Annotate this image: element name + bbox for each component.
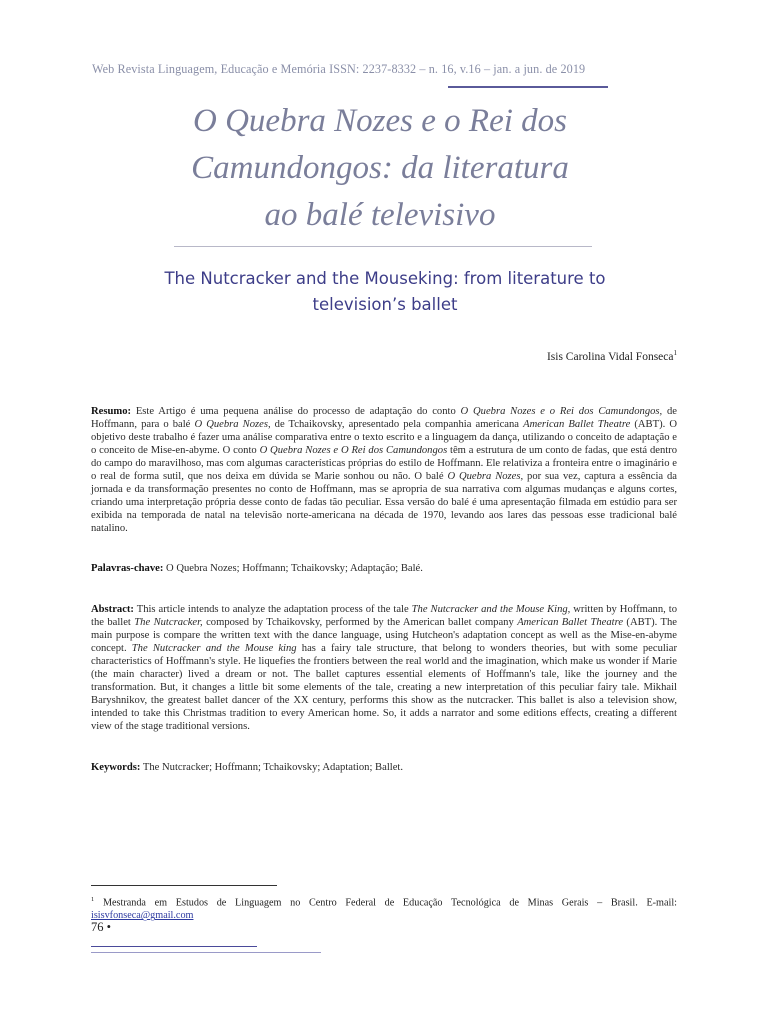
abstract-label: Abstract: [91, 604, 134, 615]
resumo-text: têm a estrutura de um conto de fadas, que está dentro do campo do maravilhoso, mas com algumas características próprias do estilo de Hoffmann. Ele relativiza a fronteira entre o imaginário e o real de forma sutil, que nos deixa em dúvida se Marie sonhou ou não. O balé [91, 444, 678, 482]
resumo-text: de Tchaikovsky, apresentado pela companhia americana [270, 418, 524, 430]
resumo-italic: O Quebra Nozes e o Rei dos Camundongos, [460, 406, 663, 417]
title-english [120, 266, 650, 318]
resumo-text: por sua vez, captura a essência da jornada e da transformação presentes no conto de Hoffmann, mas se apropria de sua narrativa com algumas mudanças e alguns cortes, criando uma interpretação própria desse conto de fadas tão peculiar. Essa versão do balé é uma apresentação filmada em estúdio para ser exibida na temporada de natal na televisão norte-americana na década de 1970, levando aos lares das pessoas esse tradicional balé natalino. [91, 470, 677, 534]
abstract-italic: The Nutcracker and the Mouse king [131, 642, 297, 654]
author [547, 349, 677, 363]
footnote-mark: 1 [91, 896, 95, 903]
author-email-link[interactable]: isisvfonseca@gmail.com [91, 910, 194, 922]
resumo-label: Resumo: [91, 406, 132, 417]
abstract-text: composed by Tchaikovsky, performed by the American ballet company [202, 616, 518, 628]
resumo-italic: American Ballet Theatre [523, 418, 631, 430]
resumo-text: de Hoffmann, para o balé [91, 406, 677, 430]
title-pt-line-2: Camundongos: da literatura [191, 150, 569, 186]
title-divider [174, 246, 592, 247]
resumo-text: Este Artigo é uma pequena análise do processo de adaptação do conto [131, 406, 461, 417]
palavras-chave-label: Palavras-chave: [91, 563, 164, 574]
keywords-paragraph [91, 762, 677, 775]
resumo-italic: O Quebra Nozes e O Rei dos Camundongos [259, 444, 448, 456]
footnote-rule [91, 885, 277, 886]
abstract-italic: The Nutcracker, [134, 616, 203, 628]
footnote [91, 893, 677, 922]
bottom-rule-dark [91, 946, 257, 947]
page-number: 76 • [91, 920, 112, 934]
keywords-text: The Nutcracker; Hoffmann; Tchaikovsky; Adaptation; Ballet. [140, 762, 404, 773]
resumo-paragraph [91, 406, 677, 536]
abstract-text: has a fairy tale structure, that belong to wonders theories, but with some peculiar characteristics of Hoffmann's style. He liquefies the frontiers between the real world and the imagination, which make us wonder if Marie (the main character) lived a dream or not. The ballet captures essential elements of Hoffmann's tale, like the journey and the transformation. But, it changes a little bit some elements of the tale, creating a new interpretation of this peculiar fairy tale. Mikhail Baryshnikov, the greatest ballet dancer of the XX century, performs this show as the nutcracker. This ballet is also a television show, intended to take this Christmas tradition to every American home. So, it adds a narrator and some editions effects, creating a different view of the stage traditional versions. [91, 642, 677, 732]
abstract-paragraph [91, 604, 677, 734]
footnote-text: Mestranda em Estudos de Linguagem no Centro Federal de Educação Tecnológica de Minas Gerais – Brasil. E-mail: [94, 897, 677, 909]
title-pt-line-3: ao balé televisivo [264, 197, 496, 233]
journal-header: Web Revista Linguagem, Educação e Memória ISSN: 2237-8332 – n. 16, v.16 – jan. a jun. de 2019 [92, 62, 586, 76]
abstract-italic: American Ballet Theatre [517, 616, 624, 628]
title-en-line-1: The Nutcracker and the Mouseking: from literature to [164, 269, 606, 288]
author-name: Isis Carolina Vidal Fonseca [546, 350, 674, 363]
resumo-italic: O Quebra Nozes, [447, 470, 524, 482]
bottom-rule-light [91, 952, 321, 953]
title-pt-line-1: O Quebra Nozes e o Rei dos [193, 103, 567, 139]
keywords-label: Keywords: [91, 762, 141, 773]
abstract-text: written by Hoffmann, to the ballet [91, 604, 677, 628]
abstract-italic: The Nutcracker and the Mouse King, [411, 604, 571, 615]
author-footnote-mark: 1 [673, 349, 677, 357]
palavras-chave-paragraph [91, 563, 677, 576]
title-en-line-2: television’s ballet [312, 295, 458, 314]
header-rule [448, 86, 608, 88]
palavras-chave-text: O Quebra Nozes; Hoffmann; Tchaikovsky; Adaptação; Balé. [163, 563, 423, 574]
title-portuguese [140, 98, 620, 239]
abstract-text: This article intends to analyze the adaptation process of the tale [133, 604, 412, 615]
resumo-italic: O Quebra Nozes, [194, 418, 271, 430]
abstract-text: (ABT). The main purpose is compare the written text with the dance language, using Hutcheon's adaptation concept as well as the Mise-en-abyme concept. [91, 616, 677, 654]
resumo-text: (ABT). O objetivo deste trabalho é fazer uma análise comparativa entre o texto escrito e a linguagem da dança, utilizando o conceito de adaptação e o conceito de Mise-en-abyme. O conto [91, 418, 677, 456]
